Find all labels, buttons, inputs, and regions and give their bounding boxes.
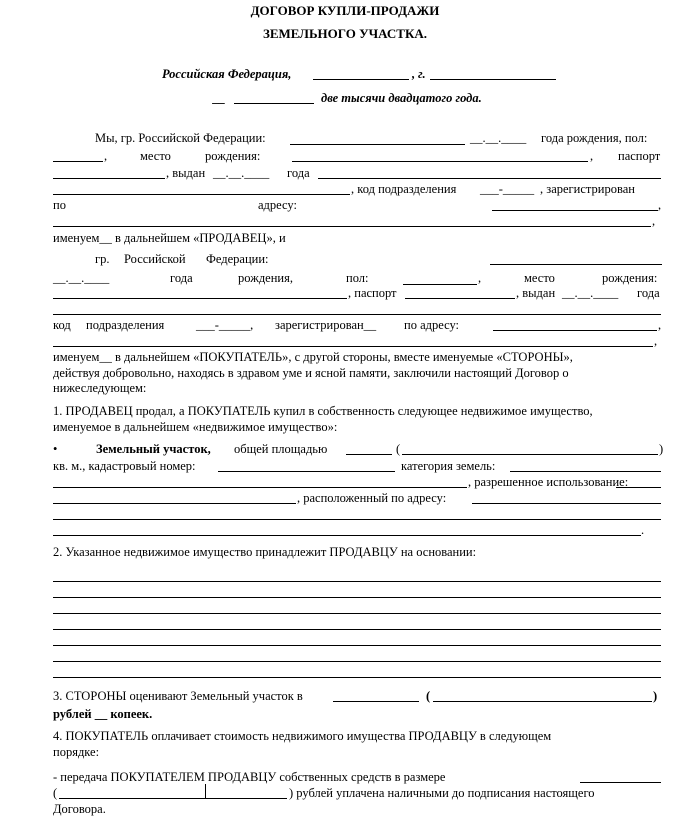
permitted-line-2 xyxy=(53,503,296,504)
category-label: категория земель: xyxy=(401,459,496,473)
buyer-intro-3: Федерации: xyxy=(206,252,269,266)
contract-page: ДОГОВОР КУПЛИ-ПРОДАЖИ ЗЕМЕЛЬНОГО УЧАСТКА. Российская Федерация, , г. __ две тысячи двадцатого года. Мы, гр. Российской Федерации: __.__.____ года рождения, пол: , место рождения: , паспорт , выдан __.__.____ года , код подразделения ___-_____ , зарегистрирован по адресу: , , именуем__ в дальнейшем «ПРОДАВЕЦ», и гр. Российской Федерации: __.__.____ года рождения, пол: , место рождения: , паспорт , выдан __.__.____ года код подразделения ___-_____, зарегистрирован__ по адресу: , , именуем__ в дальнейшем «ПОКУПАТЕЛЬ», с другой стороны, вместе именуемые «СТОРОНЫ», действуя добровольно, находясь в здравом уме и ясной памяти, заключили настоящий Договор о нижеследующем: 1. ПРОДАВЕЦ продал, а ПОКУПАТЕЛЬ купил в собственность следующее недвижимое имущество, именуемое в дальнейшем «недвижимое имущество»: • Земельный участок, общей площадью ( ) кв. м., кадастровый номер: категория земель: , разрешенное использование: , расположенный по адресу: . 2. Указанное недвижимое имущество принадлежит ПРОДАВЦУ на основании: 3. СТОРОНЫ оценивают Земельный участок в ( ) рублей __ копеек. 4. ПОКУПАТЕЛЬ оплачивает стоимость недвижимого имущества ПРОДАВЦУ в следующем порядке: - передача ПОКУПАТЕЛЕМ ПРОДАВЦУ собственных средств в размере ( ) рублей уплачена наличными до подписания настоящего Договора. xyxy=(0,0,690,823)
seller-issued-date: __.__.____ xyxy=(213,166,270,180)
buyer-code-word-1: код xyxy=(53,318,71,332)
seller-issued-label: , выдан xyxy=(166,166,206,180)
located-line-3 xyxy=(53,535,641,536)
buyer-gender-line xyxy=(403,284,477,285)
seller-gender-line xyxy=(53,161,103,162)
buyer-named-line-3: нижеследующем: xyxy=(53,381,147,395)
area-words-line xyxy=(402,454,658,455)
buyer-issuer-line xyxy=(53,314,661,315)
seller-registered-label: , зарегистрирован xyxy=(540,182,635,196)
clause2-line-7 xyxy=(53,677,661,678)
buyer-issued-date: __.__.____ xyxy=(562,286,619,300)
clause3-rubles: рублей __ копеек. xyxy=(53,707,153,721)
located-label: , расположенный по адресу: xyxy=(297,491,447,505)
buyer-address-line-2 xyxy=(53,346,653,347)
buyer-intro-2: Российской xyxy=(124,252,186,266)
seller-named: именуем__ в дальнейшем «ПРОДАВЕЦ», и xyxy=(53,231,286,245)
seller-issuer-line xyxy=(318,178,661,179)
transfer-amount-line xyxy=(580,782,661,783)
contract-word: Договора. xyxy=(53,802,106,816)
buyer-named-line-1: именуем__ в дальнейшем «ПОКУПАТЕЛЬ», с другой стороны, вместе именуемые «СТОРОНЫ», xyxy=(53,350,573,364)
country-label: Российская Федерация, xyxy=(162,67,292,81)
clause2-text: 2. Указанное недвижимое имущество принадлежит ПРОДАВЦУ на основании: xyxy=(53,545,477,559)
buyer-by-address: по адресу: xyxy=(404,318,460,332)
buyer-issued-label: , выдан xyxy=(516,286,556,300)
seller-intro: Мы, гр. Российской Федерации: xyxy=(95,131,266,145)
transfer-line: - передача ПОКУПАТЕЛЕМ ПРОДАВЦУ собственных средств в размере xyxy=(53,770,446,784)
permitted-line xyxy=(616,487,661,488)
category-line-2 xyxy=(53,487,467,488)
buyer-named-line-2: действуя добровольно, находясь в здравом уме и ясной памяти, заключили настоящий Договор о xyxy=(53,366,569,380)
sqm-label: кв. м., кадастровый номер: xyxy=(53,459,196,473)
buyer-birth-date: __.__.____ xyxy=(53,271,110,285)
buyer-word-gender: пол: xyxy=(346,271,369,285)
category-line xyxy=(510,471,661,472)
seller-birth-label: года рождения, пол: xyxy=(541,131,648,145)
buyer-word-year: года xyxy=(170,271,193,285)
bullet-icon: • xyxy=(53,442,58,456)
seller-code-label: , код подразделения xyxy=(351,182,457,196)
seller-address-label: адресу: xyxy=(258,198,297,212)
document-subtitle: ЗЕМЕЛЬНОГО УЧАСТКА. xyxy=(262,26,428,41)
clause2-line-4 xyxy=(53,629,661,630)
city-name-line xyxy=(430,79,556,80)
transfer-words-line xyxy=(59,798,287,799)
month-line xyxy=(234,103,314,104)
paid-text: ) рублей уплачена наличными до подписания настоящего xyxy=(289,786,595,800)
seller-by-label: по xyxy=(53,198,66,212)
clause2-line-2 xyxy=(53,597,661,598)
clause2-line-5 xyxy=(53,645,661,646)
buyer-code-value: ___-_____, xyxy=(196,318,254,332)
buyer-intro-1: гр. xyxy=(95,252,110,266)
buyer-passport-label: , паспорт xyxy=(348,286,397,300)
year-text: две тысячи двадцатого года. xyxy=(321,91,482,105)
located-line xyxy=(472,503,661,504)
seller-passport-label: паспорт xyxy=(618,149,661,163)
area-label: общей площадью xyxy=(234,442,328,456)
seller-address-line xyxy=(492,210,658,211)
city-prefix: г. xyxy=(418,67,426,81)
seller-issuer-line-2 xyxy=(53,194,350,195)
buyer-word-place: место xyxy=(524,271,555,285)
buyer-passport-line xyxy=(405,298,515,299)
buyer-address-line xyxy=(493,330,657,331)
buyer-word-born: рождения: xyxy=(602,271,658,285)
seller-code-value: ___-_____ xyxy=(480,182,535,196)
price-line xyxy=(333,701,419,702)
price-words-line xyxy=(433,701,652,702)
seller-birthplace-line xyxy=(292,161,588,162)
seller-birth-date: __.__.____ xyxy=(470,131,527,145)
permitted-label: , разрешенное использование: xyxy=(468,475,629,489)
clause1-line-2: именуемое в дальнейшем «недвижимое имущество»: xyxy=(53,420,338,434)
located-line-2 xyxy=(53,519,661,520)
day-blank: __ xyxy=(213,91,226,105)
buyer-code-word-2: подразделения xyxy=(86,318,165,332)
buyer-registered-label: зарегистрирован__ xyxy=(275,318,377,332)
buyer-birthplace-line xyxy=(53,298,347,299)
area-line xyxy=(346,454,392,455)
seller-name-line xyxy=(290,144,465,145)
clause2-line-1 xyxy=(53,581,661,582)
clause2-line-3 xyxy=(53,613,661,614)
seller-year-label: года xyxy=(287,166,310,180)
buyer-year-label: года xyxy=(637,286,660,300)
clause3-text: 3. СТОРОНЫ оценивают Земельный участок в xyxy=(53,689,303,703)
document-title: ДОГОВОР КУПЛИ-ПРОДАЖИ xyxy=(250,3,440,18)
clause4-line-2: порядке: xyxy=(53,745,100,759)
plot-label: Земельный участок, xyxy=(96,442,211,456)
text-cursor xyxy=(205,784,206,798)
clause1-line-1: 1. ПРОДАВЕЦ продал, а ПОКУПАТЕЛЬ купил в собственность следующее недвижимое имущество, xyxy=(53,404,593,418)
seller-birthplace-label: место xyxy=(140,149,171,163)
seller-birthplace-label2: рождения: xyxy=(205,149,261,163)
cadastral-line xyxy=(218,471,395,472)
seller-passport-line xyxy=(53,178,165,179)
clause4-line-1: 4. ПОКУПАТЕЛЬ оплачивает стоимость недвижимого имущества ПРОДАВЦУ в следующем xyxy=(53,729,552,743)
buyer-word-birth: рождения, xyxy=(238,271,293,285)
seller-address-line-2 xyxy=(53,226,651,227)
clause2-line-6 xyxy=(53,661,661,662)
city-line xyxy=(313,79,409,80)
buyer-name-line xyxy=(490,264,662,265)
